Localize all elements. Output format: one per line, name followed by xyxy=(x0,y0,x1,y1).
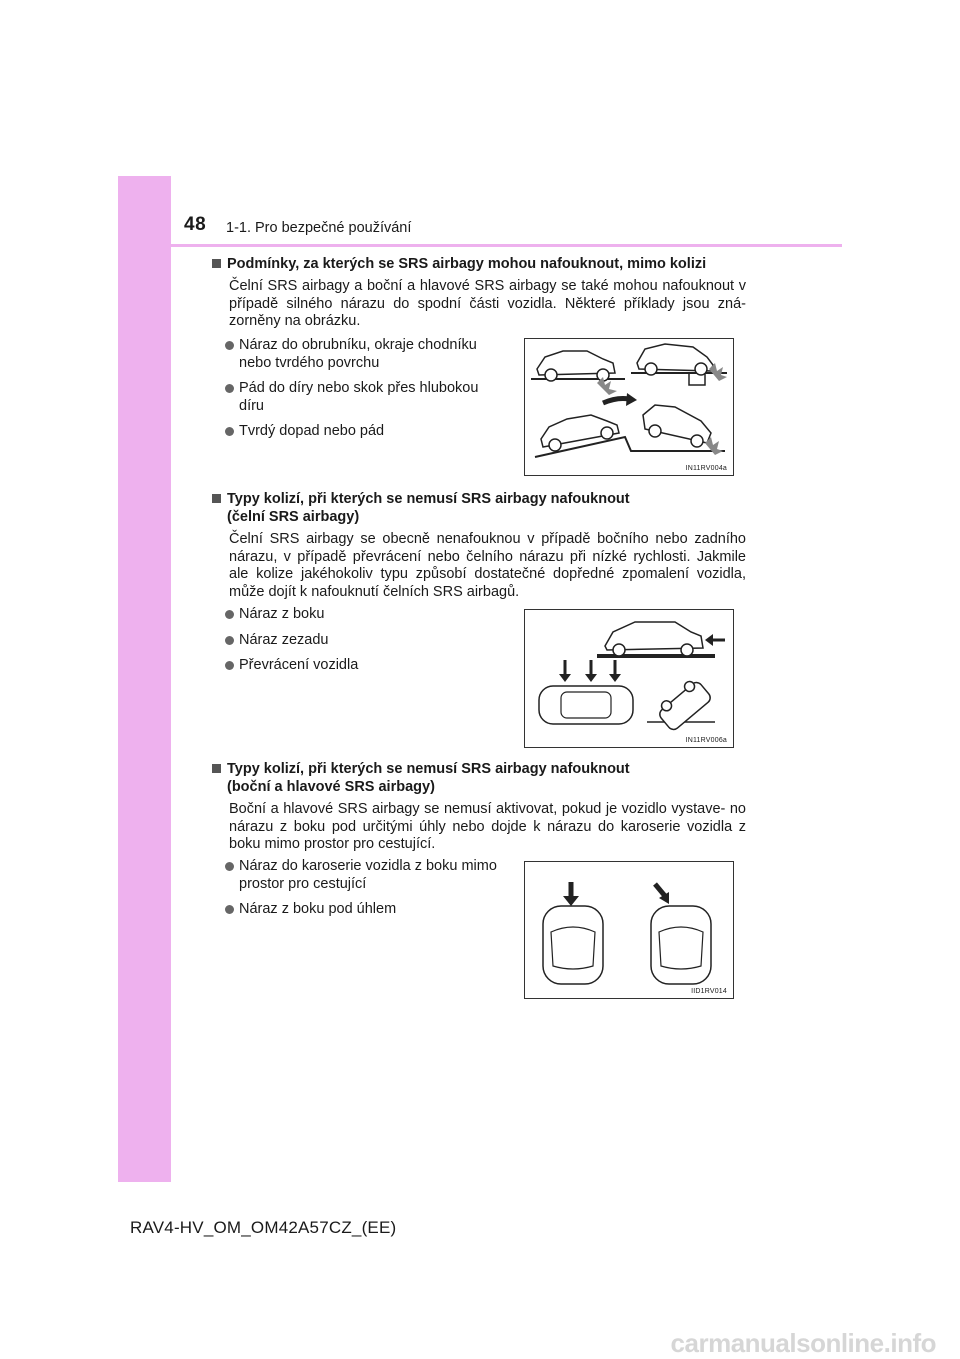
section-3-title-line2: (boční a hlavové SRS airbagy) xyxy=(227,779,435,795)
header-rule xyxy=(171,244,842,247)
bullet-dot-icon xyxy=(225,862,234,871)
section-3-paragraph: Boční a hlavové SRS airbagy se nemusí aktivovat, pokud je vozidlo vystave- no nárazu z boku pod určitými úhly nebo dojde k nárazu do karoserie vozidla z boku mimo prostor pro cestující. xyxy=(229,801,746,853)
section-3 xyxy=(212,760,746,854)
bullet-dot-icon xyxy=(225,636,234,645)
square-bullet-icon xyxy=(212,259,221,268)
figure-non-deploy-frontal xyxy=(524,609,734,748)
list-item: Náraz z boku pod úhlem xyxy=(225,901,525,919)
watermark: carmanualsonline.info xyxy=(670,1328,936,1358)
square-bullet-icon xyxy=(212,494,221,503)
section-2-paragraph: Čelní SRS airbagy se obecně nenafouknou v případě bočního nebo zadního nárazu, v případě převrácení nebo čelního nárazu při nízké rychlosti. Jakmile ale kolize jakéhokoliv typu způsobí dostatečné dopředné zpomalení vozidla, může dojít k nafouknutí čelních SRS airbagů. xyxy=(229,531,746,600)
figure-code: IID1RV014 xyxy=(691,988,727,995)
list-item: Náraz do karoserie vozidla z boku mimo prostor pro cestující xyxy=(225,858,525,893)
section-2 xyxy=(212,490,746,601)
bullet-dot-icon xyxy=(225,661,234,670)
car-impact-illustration xyxy=(525,339,733,475)
section-title: 1-1. Pro bezpečné používání xyxy=(226,220,412,236)
section-1-bullets xyxy=(225,337,525,449)
bullet-dot-icon xyxy=(225,610,234,619)
list-item: Převrácení vozidla xyxy=(225,657,525,675)
document-footer: RAV4-HV_OM_OM42A57CZ_(EE) xyxy=(130,1218,397,1237)
car-side-impact-illustration xyxy=(525,862,733,998)
figure-curb-impacts xyxy=(524,338,734,476)
section-3-title-line1: Typy kolizí, při kterých se nemusí SRS airbagy nafouknout xyxy=(227,761,630,777)
figure-code: IN11RV004a xyxy=(685,465,727,472)
section-2-title-line2: (čelní SRS airbagy) xyxy=(227,509,360,525)
car-collision-types-illustration xyxy=(525,610,733,747)
square-bullet-icon xyxy=(212,764,221,773)
section-3-heading xyxy=(212,760,746,796)
bullet-dot-icon xyxy=(225,341,234,350)
list-item: Pád do díry nebo skok přes hlubokou díru xyxy=(225,380,525,415)
bullet-dot-icon xyxy=(225,427,234,436)
section-1 xyxy=(212,255,746,331)
section-2-title-line1: Typy kolizí, při kterých se nemusí SRS airbagy nafouknout xyxy=(227,491,630,507)
figure-code: IN11RV006a xyxy=(685,737,727,744)
figure-non-deploy-side xyxy=(524,861,734,999)
bullet-dot-icon xyxy=(225,384,234,393)
bullet-dot-icon xyxy=(225,905,234,914)
section-1-title: Podmínky, za kterých se SRS airbagy mohou nafouknout, mimo kolizi xyxy=(227,256,707,272)
list-item: Tvrdý dopad nebo pád xyxy=(225,423,525,441)
section-2-bullets xyxy=(225,606,525,683)
chapter-sidebar xyxy=(118,176,171,1182)
list-item: Náraz zezadu xyxy=(225,632,525,650)
section-1-heading xyxy=(212,255,746,273)
section-3-bullets xyxy=(225,858,525,927)
list-item: Náraz z boku xyxy=(225,606,525,624)
section-2-heading xyxy=(212,490,746,526)
section-1-paragraph: Čelní SRS airbagy a boční a hlavové SRS airbagy se také mohou nafouknout v případě silného nárazu do spodní části vozidla. Některé příklady jsou zná- zorněny na obrázku. xyxy=(229,278,746,330)
page-number: 48 xyxy=(184,214,207,235)
list-item: Náraz do obrubníku, okraje chodníku nebo tvrdého povrchu xyxy=(225,337,525,372)
